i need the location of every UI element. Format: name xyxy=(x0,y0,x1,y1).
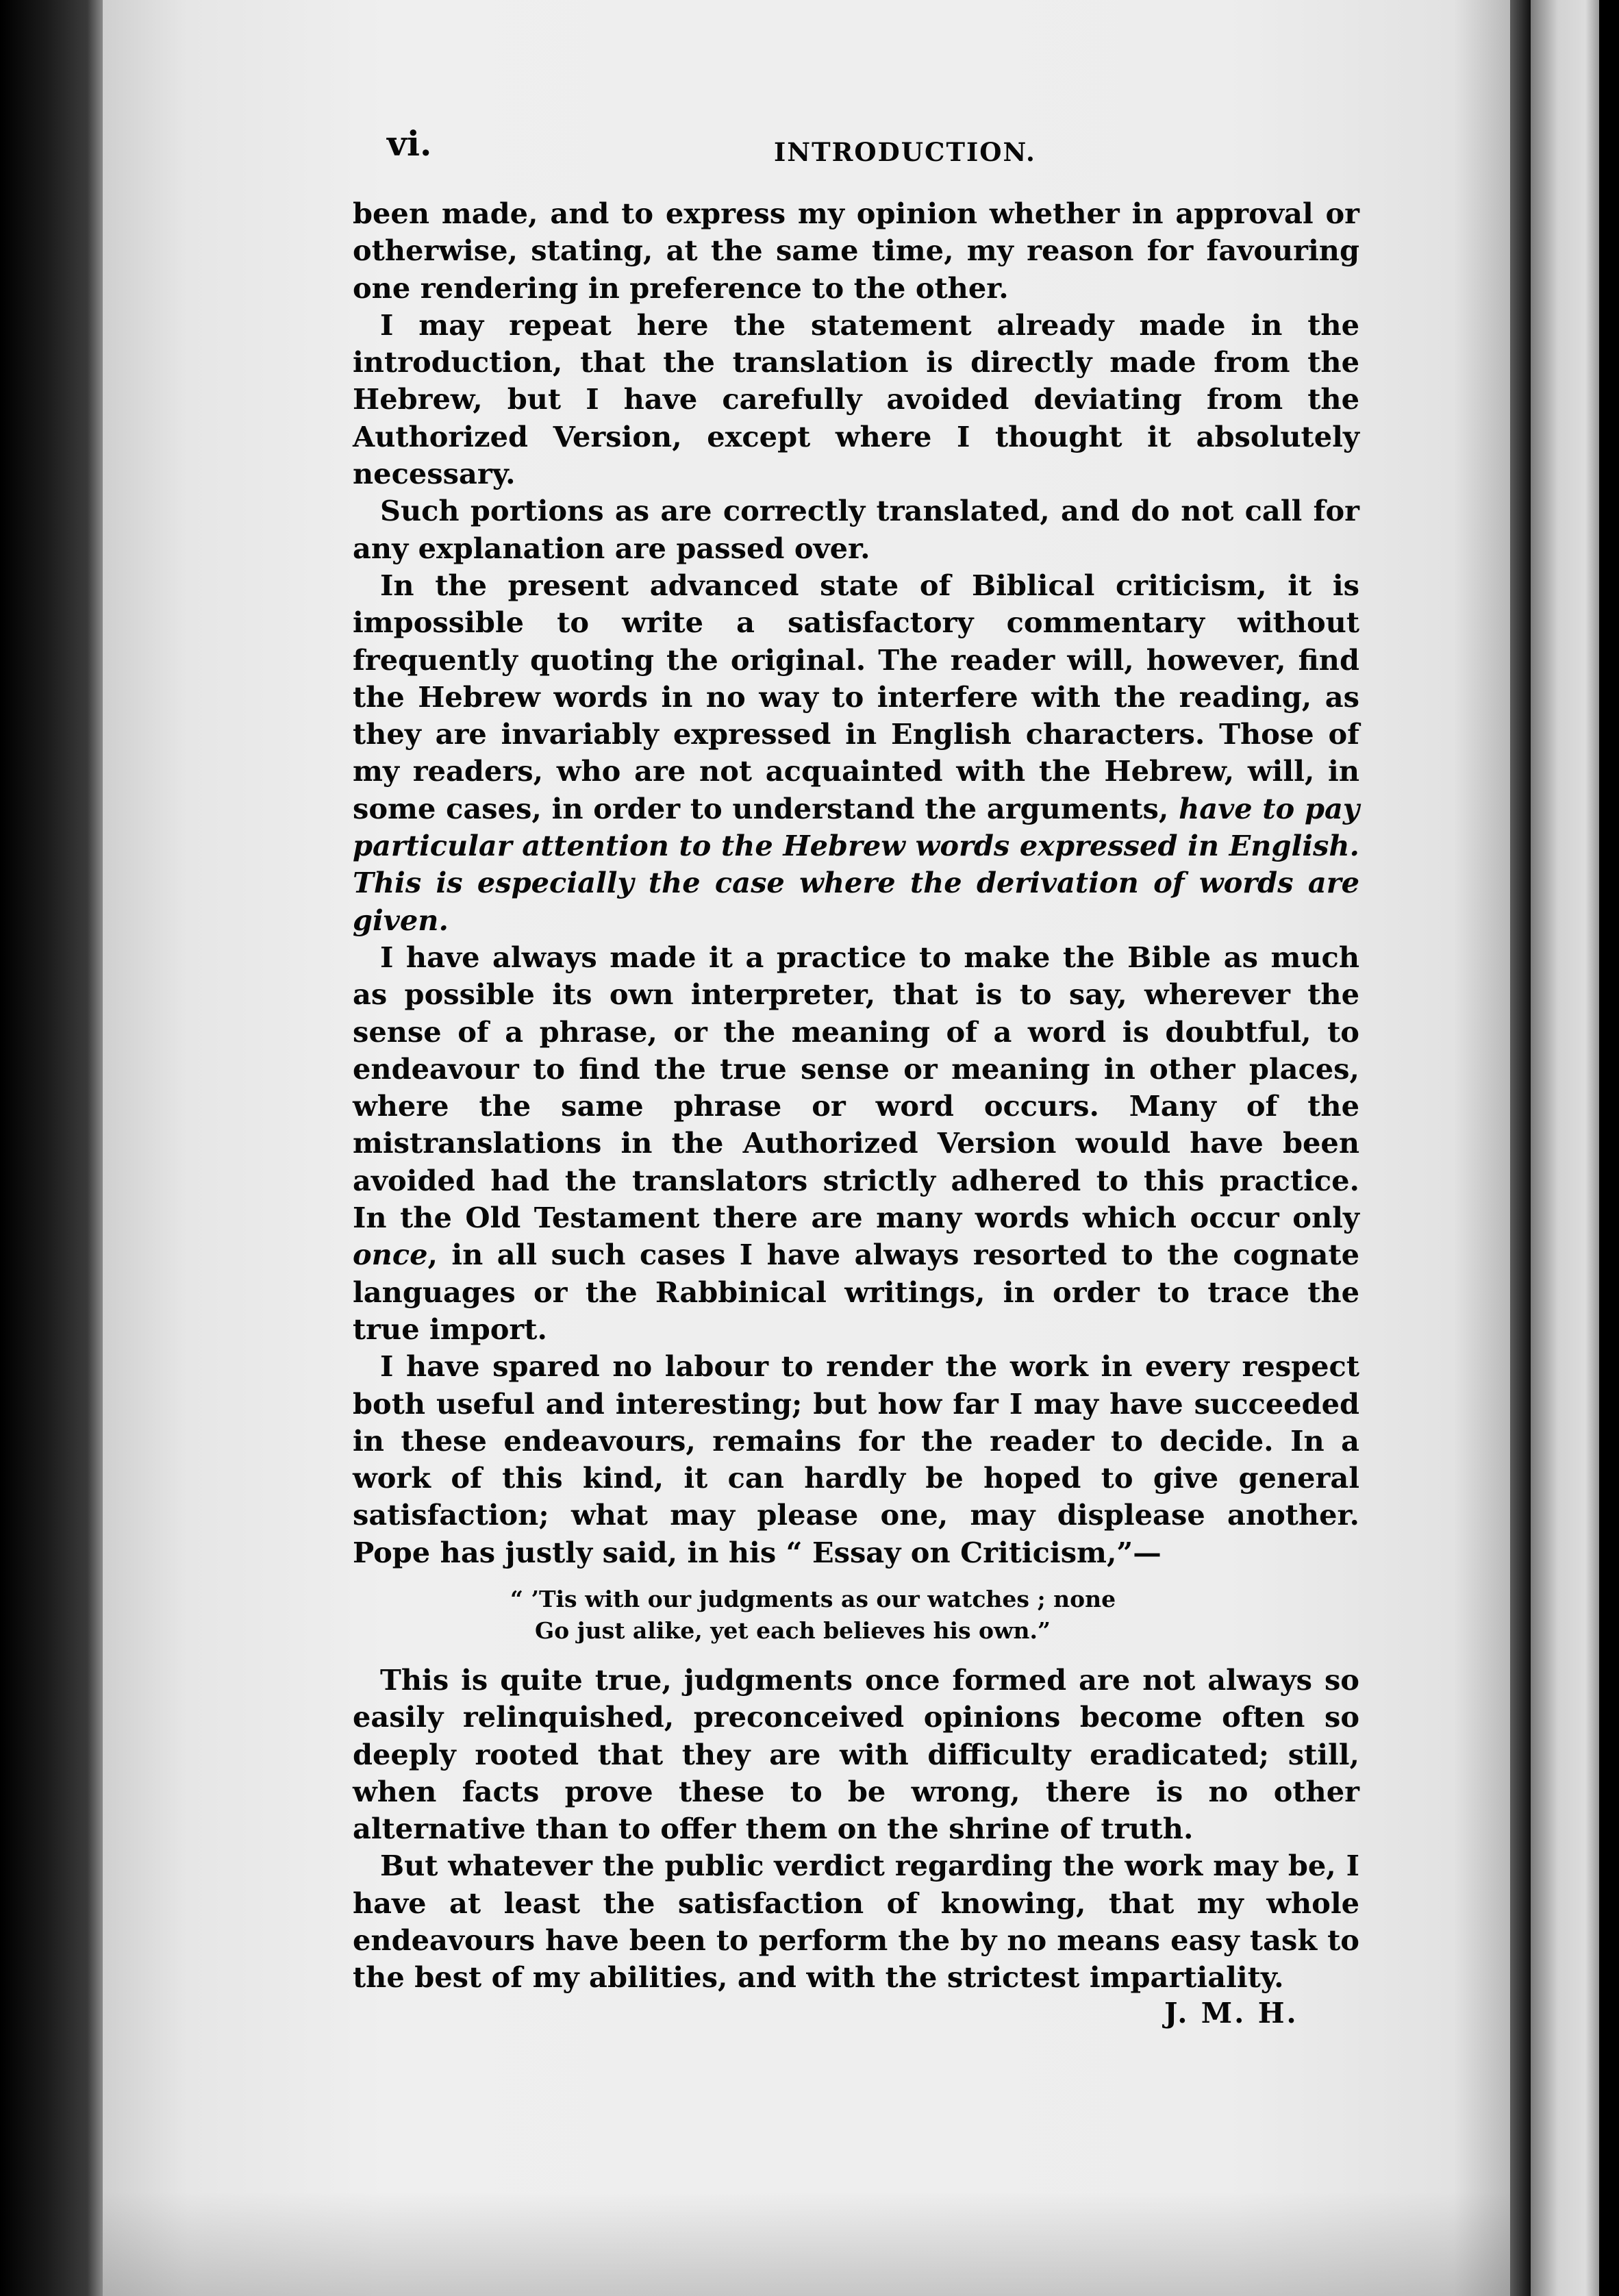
pope-quotation xyxy=(353,1584,1359,1647)
quote-line-1: “ ’Tis with our judgments as our watches ; none xyxy=(510,1585,1116,1612)
paragraph-criticism-italic: have to pay particular attention to the Hebrew words expressed in English. This is especially the case where the derivation of words are given. xyxy=(353,791,1359,937)
paragraph-judgments: This is quite true, judgments once formed are not always so easily relinquished, preconceived opinions become often so deeply rooted that they are with difficulty eradicated; still, when facts prove these to be wrong, there is no other alternative than to offer them on the shrine of truth. xyxy=(353,1662,1359,1846)
adjacent-page-edge xyxy=(1531,0,1599,2296)
paragraph-portions: Such portions as are correctly translated, and do not call for any explanation are passed over. xyxy=(353,494,1359,565)
paragraph-interpreter-text-b: , in all such cases I have always resorted to the cognate languages or the Rabbinical writings, in order to trace the true import. xyxy=(353,1238,1359,1346)
paragraph-criticism xyxy=(353,567,1359,939)
paragraph-translation: I may repeat here the statement already made in the introduction, that the translation is directly made from the Hebrew, but I have carefully avoided deviating from the Authorized Version, except where I thought it absolutely necessary. xyxy=(353,308,1359,491)
paragraph-continued: been made, and to express my opinion whether in approval or otherwise, stating, at the same time, my reason for favouring one rendering in preference to the other. xyxy=(353,197,1359,305)
paragraph-interpreter-text-a: I have always made it a practice to make the Bible as much as possible its own interpreter, that is to say, wherever the sense of a phrase, or the meaning of a word is doubtful, to endeavour to find the true sense or meaning in other places, where the same phrase or word occurs. Many of the mistranslations in the Authorized Version would have been avoided had the translators strictly adhered to this practice. In the Old Testament there are many words which occur only xyxy=(353,940,1359,1235)
film-right-border xyxy=(1599,0,1619,2296)
paragraph-interpreter xyxy=(353,939,1359,1348)
paragraph-verdict: But whatever the public verdict regarding the work may be, I have at least the satisfaction of knowing, that my whole endeavours have been to perform the by no means easy task to the best of my abilities, and with the strictest impartiality. xyxy=(353,1849,1359,1995)
paragraph-criticism-text: In the present advanced state of Biblical criticism, it is impossible to write a satisfactory commentary without frequently quoting the original. The reader will, however, find the Hebrew words in no way to interfere with the reading, as they are invariably expressed in English characters. Those of my readers, who are not acquainted with the Hebrew, will, in some cases, in order to understand the arguments, xyxy=(353,568,1359,825)
paragraph-interpreter-italic: once xyxy=(353,1238,428,1272)
body-text xyxy=(353,195,1359,1997)
page-gutter-shadow xyxy=(1510,0,1531,2296)
page-bottom-shadow xyxy=(103,2192,1510,2296)
page-number: vi. xyxy=(387,123,432,164)
quote-line-2: Go just alike, yet each believes his own.” xyxy=(535,1617,1051,1644)
film-left-border xyxy=(0,0,103,2296)
running-head: INTRODUCTION. xyxy=(774,137,1036,167)
author-initials: J. M. H. xyxy=(1164,1997,1298,2030)
paragraph-labour: I have spared no labour to render the work in every respect both useful and interesting; but how far I may have succeeded in these endeavours, remains for the reader to decide. In a work of this kind, it can hardly be hoped to give general satisfaction; what may please one, may displease another. Pope has justly said, in his “ Essay on Criticism,”— xyxy=(353,1349,1359,1569)
